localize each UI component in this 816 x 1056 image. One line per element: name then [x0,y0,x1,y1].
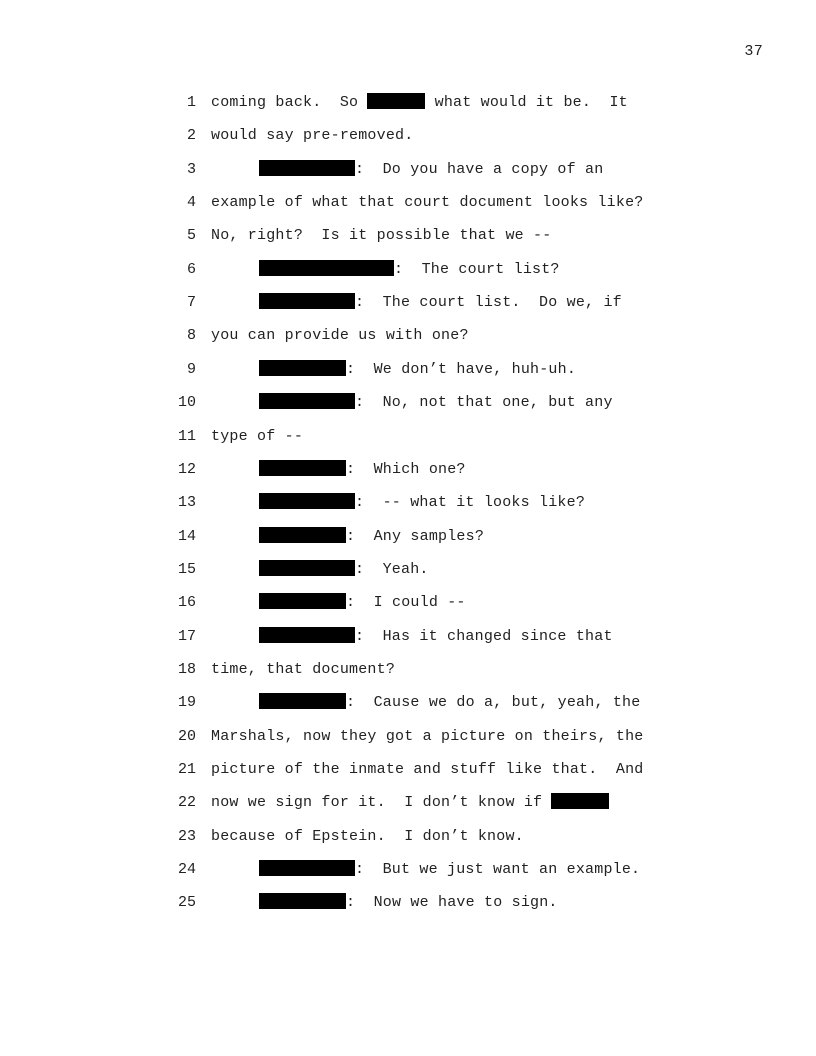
line-number: 19 [177,694,196,712]
line-text: : The court list. Do we, if [259,286,622,319]
line-text: : Do you have a copy of an [259,153,603,186]
line-text: now we sign for it. I don’t know if [211,786,609,819]
line-text: you can provide us with one? [211,327,469,345]
line-text: coming back. So what would it be. It [211,94,628,111]
line-number: 17 [177,627,196,645]
line-text: : Which one? [259,453,466,486]
line-number: 9 [186,360,196,378]
redaction-box [259,460,346,476]
line-number: 10 [177,394,196,412]
line-number: 23 [177,827,196,845]
redaction-box [259,593,346,609]
line-text: : -- what it looks like? [259,486,585,519]
line-number: 2 [186,127,196,145]
redaction-box [259,693,346,709]
line-text: : Cause we do a, but, yeah, the [259,686,640,719]
line-text: : Now we have to sign. [259,886,558,919]
transcript-line [0,620,816,653]
line-text: because of Epstein. I don’t know. [211,827,524,845]
line-text: : We don’t have, huh-uh. [259,353,576,386]
transcript-line [0,886,816,919]
line-number: 15 [177,560,196,578]
line-number: 4 [186,194,196,212]
line-text: example of what that court document looks like? [211,194,644,212]
line-text: : Any samples? [259,520,484,553]
transcript-line [0,553,816,586]
redaction-box [259,293,355,309]
line-text: : The court list? [259,253,560,286]
redaction-box [259,527,346,543]
redaction-box [259,393,355,409]
transcript-line [0,86,816,119]
transcript-line [0,386,816,419]
line-text: : Has it changed since that [259,620,613,653]
transcript-line [0,720,816,753]
line-text: : But we just want an example. [259,853,640,886]
line-number: 25 [177,894,196,912]
transcript-line [0,686,816,719]
line-text: picture of the inmate and stuff like that. And [211,761,644,778]
transcript-line [0,820,816,853]
transcript-line [0,653,816,686]
line-number: 7 [186,294,196,312]
transcript-line [0,453,816,486]
line-text: Marshals, now they got a picture on theirs, the [211,727,644,745]
page-number: 37 [744,43,763,60]
line-number: 24 [177,861,196,879]
line-number: 3 [186,160,196,178]
line-number: 13 [177,494,196,512]
transcript-line [0,586,816,619]
redaction-box [259,493,355,509]
line-text: would say pre-removed. [211,127,414,145]
transcript-line [0,486,816,519]
line-number: 6 [186,260,196,278]
line-number: 21 [177,761,196,778]
redaction-box [259,360,346,376]
line-text: time, that document? [211,660,396,678]
redaction-box [551,793,609,809]
redaction-box [259,627,355,643]
transcript-line [0,319,816,352]
transcript-line [0,186,816,219]
redaction-box [259,560,355,576]
transcript-line [0,420,816,453]
line-number: 1 [186,94,196,111]
redaction-box [259,860,355,876]
line-number: 16 [177,594,196,612]
transcript-line [0,753,816,786]
line-text: : No, not that one, but any [259,386,613,419]
line-number: 22 [177,794,196,812]
line-text: : Yeah. [259,553,429,586]
redaction-box [367,93,425,109]
transcript-line [0,119,816,152]
transcript-line [0,353,816,386]
line-number: 12 [177,460,196,478]
transcript-line [0,786,816,819]
redaction-box [259,160,355,176]
transcript-line [0,853,816,886]
redaction-box [259,893,346,909]
line-text: No, right? Is it possible that we -- [211,227,552,245]
line-text: : I could -- [259,586,466,619]
line-number: 8 [186,327,196,345]
transcript-line [0,520,816,553]
line-number: 14 [177,527,196,545]
line-number: 18 [177,660,196,678]
transcript-line [0,153,816,186]
transcript-line [0,286,816,319]
line-number: 11 [177,427,196,445]
transcript-line [0,253,816,286]
line-number: 5 [186,227,196,245]
redaction-box [259,260,394,276]
transcript-line [0,219,816,252]
line-number: 20 [177,727,196,745]
line-text: type of -- [211,427,304,445]
